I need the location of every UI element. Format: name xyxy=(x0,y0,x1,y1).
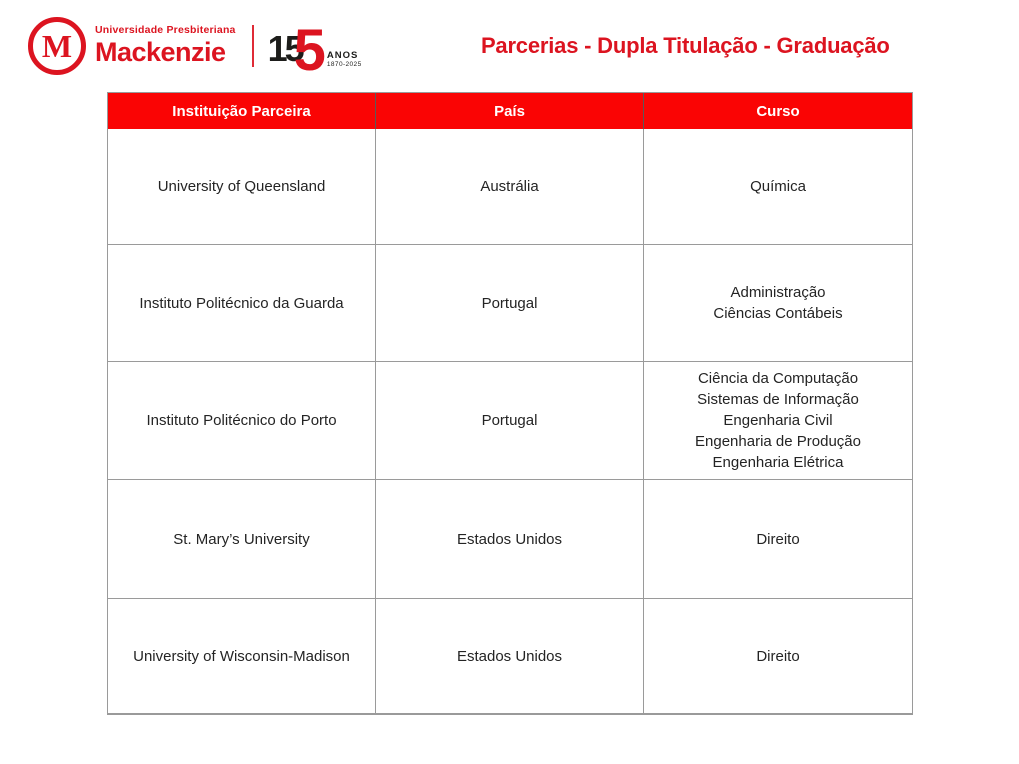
curso-line: Engenharia de Produção xyxy=(695,433,861,450)
column-header-pais: País xyxy=(376,93,644,129)
anniversary-155-logo xyxy=(267,15,362,83)
curso-line: Engenharia Elétrica xyxy=(712,454,844,471)
cell-pais: Estados Unidos xyxy=(376,599,644,713)
curso-line: Direito xyxy=(756,647,800,665)
curso-line: Engenharia Civil xyxy=(723,412,833,429)
cell-instituicao: Instituto Politécnico do Porto xyxy=(108,362,376,479)
cell-pais: Portugal xyxy=(376,362,644,479)
cell-instituicao: St. Mary’s University xyxy=(108,480,376,598)
table-row xyxy=(108,598,912,713)
partnerships-table xyxy=(107,92,913,715)
curso-line: Sistemas de Informação xyxy=(697,391,859,408)
cell-instituicao: Instituto Politécnico da Guarda xyxy=(108,245,376,361)
cell-cursos xyxy=(644,599,912,713)
curso-line: Ciências Contábeis xyxy=(713,305,843,322)
table-row xyxy=(108,129,912,244)
header xyxy=(0,0,1019,92)
column-header-instituicao: Instituição Parceira xyxy=(108,93,376,129)
cell-instituicao: University of Wisconsin-Madison xyxy=(108,599,376,713)
table-row xyxy=(108,361,912,479)
cell-cursos xyxy=(644,362,912,479)
table-body xyxy=(108,129,912,713)
university-name-line2: Mackenzie xyxy=(95,37,226,67)
curso-line: Administração xyxy=(730,284,826,301)
mackenzie-monogram-icon xyxy=(28,17,86,75)
page-title: Parcerias - Dupla Titulação - Graduação xyxy=(480,33,890,58)
cell-pais: Austrália xyxy=(376,129,644,244)
cell-cursos xyxy=(644,245,912,361)
cell-instituicao: University of Queensland xyxy=(108,129,376,244)
cell-pais: Estados Unidos xyxy=(376,480,644,598)
cell-pais: Portugal xyxy=(376,245,644,361)
curso-line: Ciência da Computação xyxy=(697,370,859,387)
cell-cursos xyxy=(644,129,912,244)
anniversary-number-red: 5 xyxy=(293,17,326,83)
column-header-curso: Curso xyxy=(756,102,800,120)
anniversary-number-black: 15 xyxy=(267,28,302,69)
university-name xyxy=(95,24,236,68)
curso-line: Direito xyxy=(756,530,800,548)
cell-cursos xyxy=(644,480,912,598)
university-name-line1: Universidade Presbiteriana xyxy=(95,24,236,36)
table-row xyxy=(108,479,912,598)
table-row xyxy=(108,244,912,361)
logo-divider xyxy=(252,25,254,67)
curso-line: Química xyxy=(750,178,806,195)
anniversary-anos-label: ANOS xyxy=(326,50,359,61)
anniversary-years-label: 1870-2025 xyxy=(326,61,362,68)
monogram-letter: M xyxy=(41,28,73,64)
anniversary-caption xyxy=(327,50,362,77)
table-header-row xyxy=(108,93,912,129)
mackenzie-logo xyxy=(28,15,362,83)
